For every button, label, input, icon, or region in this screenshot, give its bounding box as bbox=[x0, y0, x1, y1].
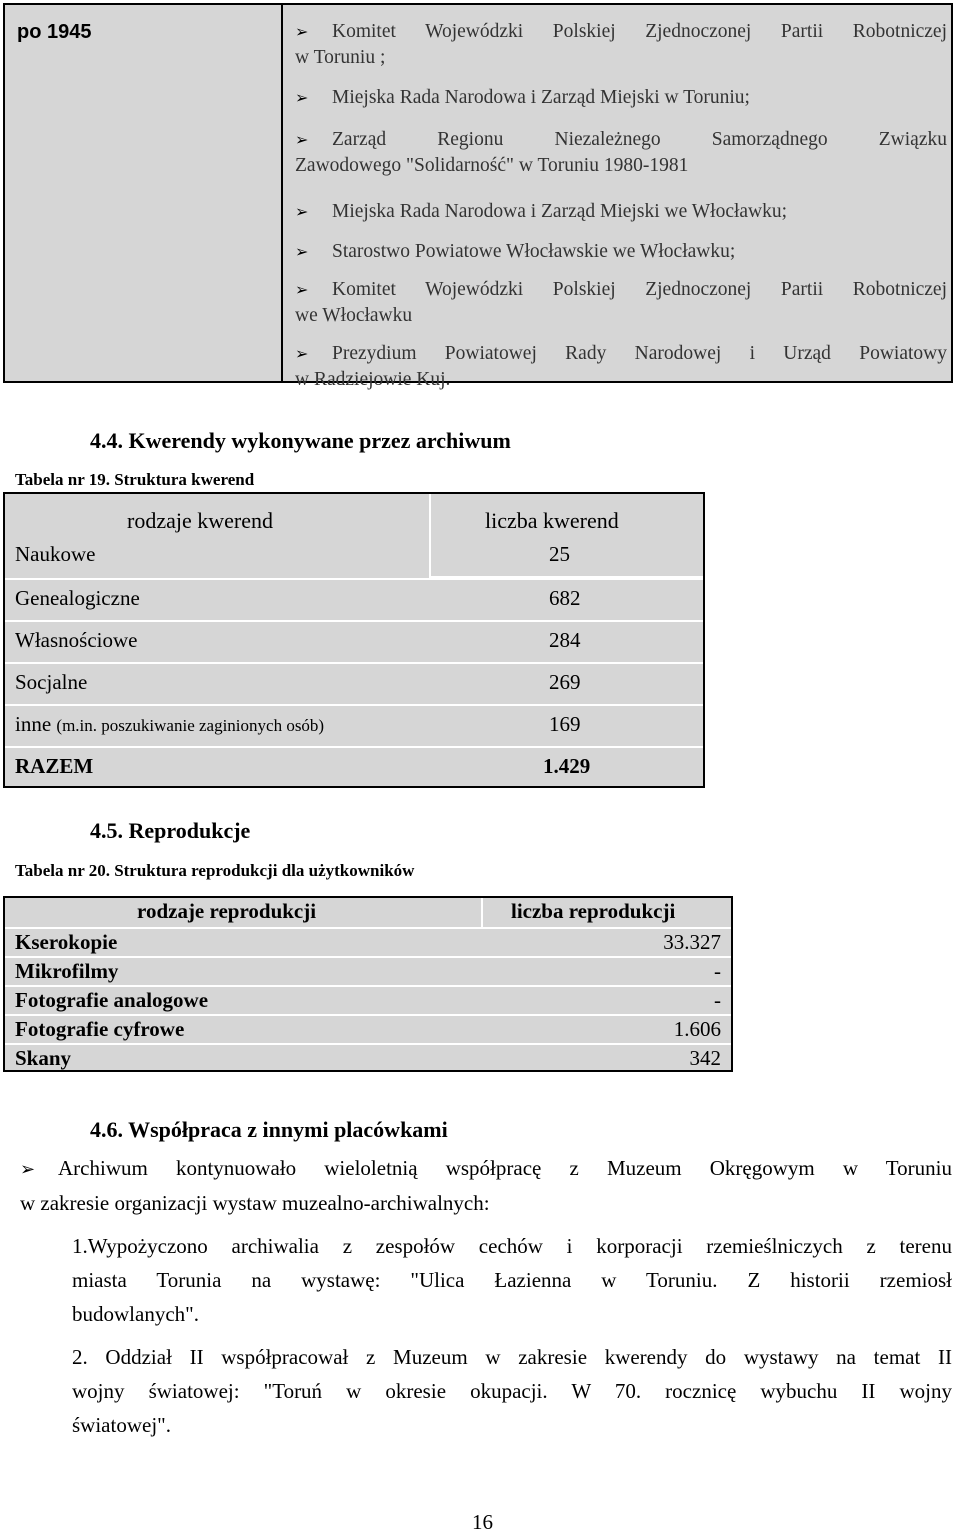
column-header-count: liczba reprodukcji bbox=[511, 899, 676, 923]
page-number: 16 bbox=[472, 1510, 493, 1534]
arrow-bullet-icon: ➢ bbox=[20, 1159, 36, 1179]
list-item: ➢ Komitet Wojewódzki Polskiej Zjednoczonej Partii Robotniczej we Włocławku bbox=[295, 279, 947, 326]
cooperation-item-1: 1.Wypożyczono archiwalia z zespołów cechów i korporacji rzemieślniczych z terenu miasta Torunia na wystawę: "Ulica Łazienna w Toruniu. Z historii rzemiosł budowlanych". bbox=[72, 1234, 952, 1326]
table-row: Fotografie cyfrowe 1.606 bbox=[5, 1014, 731, 1044]
reprodukcje-table bbox=[3, 896, 733, 1072]
list-item: ➢ Komitet Wojewódzki Polskiej Zjednoczonej Partii Robotniczej w Toruniu ; bbox=[295, 21, 947, 68]
arrow-bullet-icon: ➢ bbox=[295, 244, 309, 261]
section-heading-4-4: 4.4. Kwerendy wykonywane przez archiwum bbox=[90, 428, 511, 453]
arrow-bullet-icon: ➢ bbox=[295, 282, 309, 299]
list-item: ➢ Miejska Rada Narodowa i Zarząd Miejski w Toruniu; bbox=[295, 85, 947, 127]
archive-fonds-table bbox=[3, 3, 953, 390]
arrow-bullet-icon: ➢ bbox=[295, 346, 309, 363]
table-row: Genealogiczne 682 bbox=[5, 578, 703, 620]
list-item: ➢ Zarząd Regionu Niezależnego Samorządnego Związku Zawodowego "Solidarność" w Toruniu 1980-1981 bbox=[295, 129, 947, 176]
section-heading-4-5: 4.5. Reprodukcje bbox=[90, 818, 251, 843]
column-header-type: rodzaje reprodukcji bbox=[137, 899, 317, 923]
kwerendy-table bbox=[3, 492, 705, 788]
section-heading-4-6: 4.6. Współpraca z innymi placówkami bbox=[90, 1117, 448, 1142]
list-item: ➢ Starostwo Powiatowe Włocławskie we Włocławku; bbox=[295, 239, 947, 277]
list-item: ➢ Miejska Rada Narodowa i Zarząd Miejski we Włocławku; bbox=[295, 199, 947, 239]
table-row-total: RAZEM 1.429 bbox=[5, 746, 703, 788]
arrow-bullet-icon: ➢ bbox=[295, 90, 309, 107]
table-caption-19: Tabela nr 19. Struktura kwerend bbox=[15, 470, 255, 489]
column-header-type: rodzaje kwerend bbox=[127, 508, 273, 533]
table-row: Skany 342 bbox=[5, 1043, 731, 1073]
arrow-bullet-icon: ➢ bbox=[295, 24, 309, 41]
table-row: Mikrofilmy - bbox=[5, 956, 731, 986]
cooperation-intro: ➢ Archiwum kontynuowało wieloletnią współpracę z Muzeum Okręgowym w Toruniu w zakresie organizacji wystaw muzealno-archiwalnych: bbox=[20, 1151, 952, 1220]
table-caption-20: Tabela nr 20. Struktura reprodukcji dla użytkowników bbox=[15, 861, 415, 880]
table-row: inne (m.in. poszukiwanie zaginionych osób) 169 bbox=[5, 704, 703, 746]
fonds-list bbox=[295, 19, 947, 391]
table-row: Naukowe 25 bbox=[15, 542, 570, 566]
cooperation-item-2: 2. Oddział II współpracował z Muzeum w zakresie kwerendy do wystawy na temat II wojny światowej: "Toruń w okresie okupacji. W 70. rocznicę wybuchu II wojny światowej". bbox=[72, 1345, 952, 1437]
arrow-bullet-icon: ➢ bbox=[295, 132, 309, 149]
table-row: Fotografie analogowe - bbox=[5, 985, 731, 1015]
table-row: Kserokopie 33.327 bbox=[5, 927, 731, 957]
arrow-bullet-icon: ➢ bbox=[295, 204, 309, 221]
table-row: Własnościowe 284 bbox=[5, 620, 703, 662]
table-row: Socjalne 269 bbox=[5, 662, 703, 704]
column-header-count: liczba kwerend bbox=[485, 508, 619, 533]
period-cell: po 1945 bbox=[5, 5, 283, 381]
list-item: ➢ Prezydium Powiatowej Rady Narodowej i Urząd Powiatowy w Radziejowie Kuj. bbox=[295, 343, 947, 390]
